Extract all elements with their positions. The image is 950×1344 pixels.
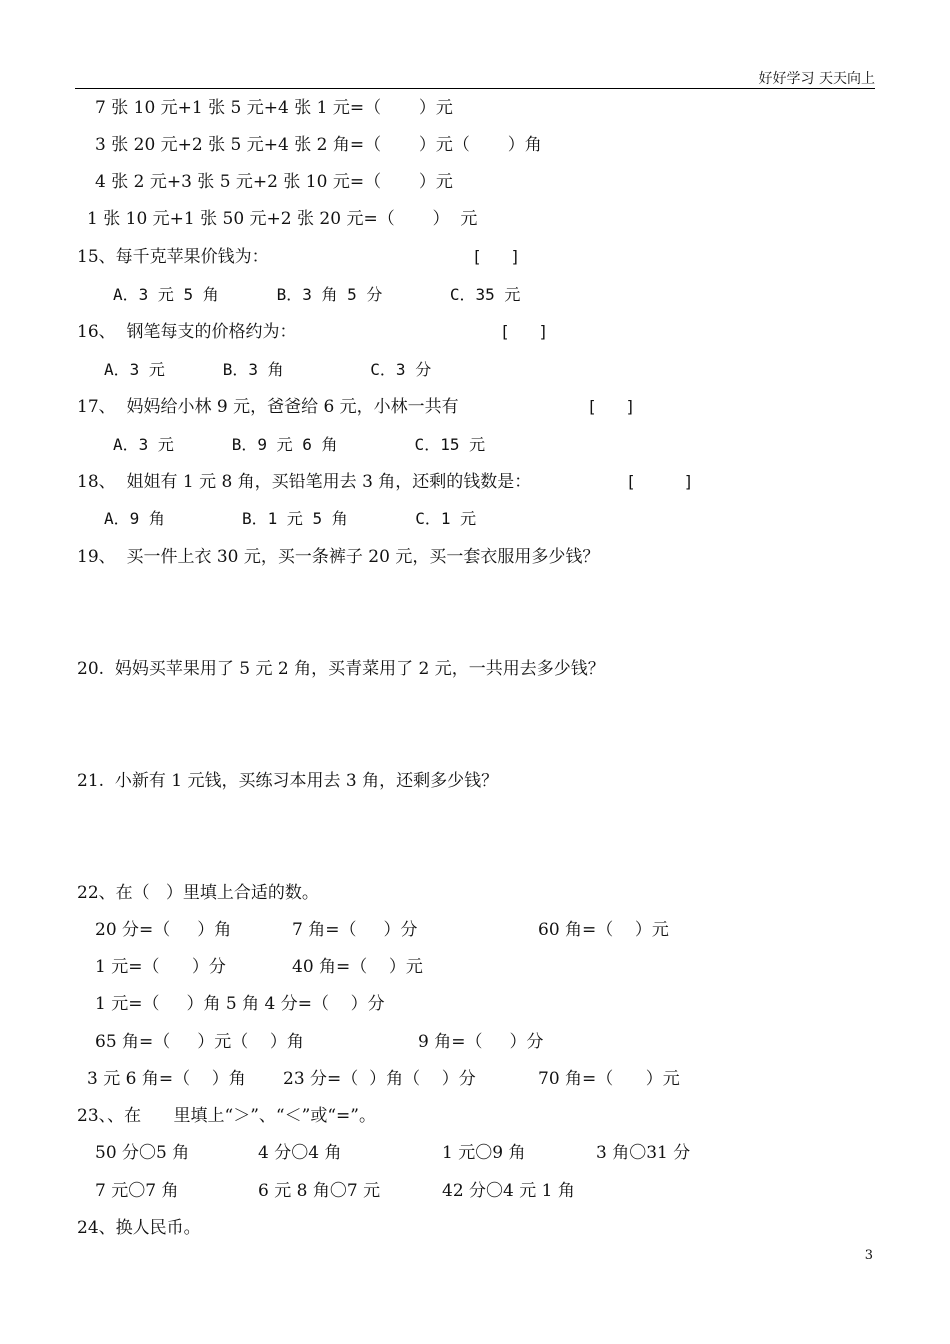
question-15-answer-bracket: [ ] xyxy=(472,247,521,266)
question-22-item: 7 角=（ ）分 xyxy=(292,920,418,940)
question-19: 19、 买一件上衣 30 元，买一条裤子 20 元，买一套衣服用多少钱？ xyxy=(77,547,600,567)
question-17-answer-bracket: [ ] xyxy=(587,397,636,416)
question-18-options: A．9 角 B．1 元 5 角 C．1 元 xyxy=(104,509,477,528)
question-22-item: 65 角=（ ）元（ ）角 xyxy=(95,1032,304,1052)
money-line-2: 3 张 20 元+2 张 5 元+4 张 2 角=（ ）元（ ）角 xyxy=(95,135,542,155)
question-18-answer-bracket: [ ] xyxy=(626,472,694,491)
money-line-1: 7 张 10 元+1 张 5 元+4 张 1 元=（ ）元 xyxy=(95,98,453,118)
question-21: 21. 小新有 1 元钱，买练习本用去 3 角，还剩多少钱？ xyxy=(77,771,499,791)
question-23-item: 1 元〇9 角 xyxy=(442,1143,526,1163)
question-22-item: 20 分=（ ）角 xyxy=(95,920,232,940)
question-23-item: 4 分〇4 角 xyxy=(258,1143,342,1163)
question-22: 22、在（ ）里填上合适的数。 xyxy=(77,883,319,903)
question-16: 16、 钢笔每支的价格约为： xyxy=(77,322,297,342)
question-23-item: 7 元〇7 角 xyxy=(95,1181,179,1201)
question-24: 24、换人民币。 xyxy=(77,1218,201,1238)
question-23-item: 50 分〇5 角 xyxy=(95,1143,190,1163)
question-23-item: 3 角〇31 分 xyxy=(596,1143,691,1163)
question-22-item: 60 角=（ ）元 xyxy=(538,920,669,940)
question-16-answer-bracket: [ ] xyxy=(500,322,549,341)
question-17: 17、 妈妈给小林 9 元，爸爸给 6 元，小林一共有 xyxy=(77,397,459,417)
question-15-options: A．3 元 5 角 B．3 角 5 分 C．35 元 xyxy=(113,285,521,304)
question-22-item: 23 分=（ ）角（ ）分 xyxy=(283,1069,476,1089)
question-22-item: 40 角=（ ）元 xyxy=(292,957,423,977)
header-rule xyxy=(75,88,875,89)
question-15: 15、每千克苹果价钱为： xyxy=(77,247,269,267)
question-18: 18、 姐姐有 1 元 8 角，买铅笔用去 3 角，还剩的钱数是： xyxy=(77,472,532,492)
page-header: 好好学习 天天向上 xyxy=(758,71,875,87)
question-20: 20. 妈妈买苹果用了 5 元 2 角，买青菜用了 2 元，一共用去多少钱？ xyxy=(77,659,605,679)
question-22-item: 1 元=（ ）分 xyxy=(95,957,226,977)
question-22-item: 3 元 6 角=（ ）角 xyxy=(87,1069,246,1089)
question-23: 23、、在 里填上“＞”、“＜”或“=”。 xyxy=(77,1106,376,1126)
question-23-item: 6 元 8 角〇7 元 xyxy=(258,1181,381,1201)
question-17-options: A．3 元 B．9 元 6 角 C．15 元 xyxy=(113,435,486,454)
money-line-3: 4 张 2 元+3 张 5 元+2 张 10 元=（ ）元 xyxy=(95,172,453,192)
question-16-options: A．3 元 B．3 角 C．3 分 xyxy=(104,360,432,379)
question-23-item: 42 分〇4 元 1 角 xyxy=(442,1181,575,1201)
money-line-4: 1 张 10 元+1 张 50 元+2 张 20 元=（ ） 元 xyxy=(87,209,478,229)
page-number: 3 xyxy=(864,1248,873,1263)
question-22-item: 70 角=（ ）元 xyxy=(538,1069,680,1089)
question-22-item: 1 元=（ ）角 5 角 4 分=（ ）分 xyxy=(95,994,385,1014)
question-22-item: 9 角=（ ）分 xyxy=(418,1032,544,1052)
